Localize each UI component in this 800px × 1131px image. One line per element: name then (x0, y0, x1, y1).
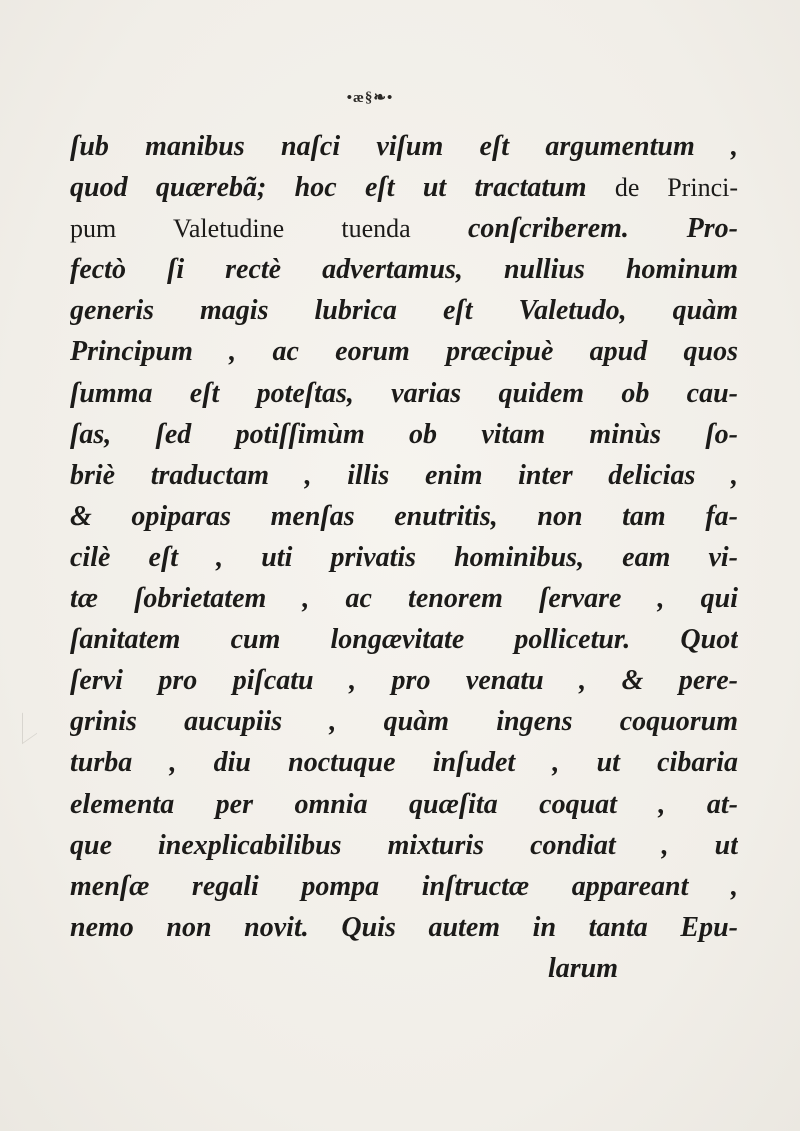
text-segment: pum Valetudine tuenda (70, 214, 468, 244)
text-line (70, 825, 738, 866)
text-segment: Principum , ac eorum præcipuè apud quos (70, 336, 738, 368)
header-ornament: •ӕ§❧• (346, 90, 394, 106)
text-line (70, 167, 738, 208)
text-segment: conſcriberem. Pro- (467, 213, 738, 245)
text-line (70, 742, 738, 783)
text-line (70, 455, 738, 496)
text-line (70, 290, 738, 331)
text-segment: & opiparas menſas enutritis, non tam fa- (70, 500, 738, 532)
text-segment: ſub manibus naſci viſum eſt argumentum , (70, 131, 738, 162)
text-line (70, 866, 738, 907)
text-segment: cilè eſt , uti privatis hominibus, eam vi- (70, 541, 738, 573)
text-segment: ſas, ſed potiſſimùm ob vitam minùs ſo- (70, 418, 738, 450)
text-segment: que inexplicabilibus mixturis condiat , ut (70, 829, 738, 861)
text-line (70, 784, 738, 825)
text-line (70, 249, 738, 290)
text-line (70, 331, 738, 372)
text-segment: fectò ſi rectè advertamus, nullius hominum (70, 254, 738, 286)
text-line (70, 373, 738, 414)
text-segment: quod quærebã; hoc eſt ut tractatum (70, 172, 615, 204)
text-line (70, 208, 738, 249)
text-line (70, 414, 738, 455)
text-segment: de Princi- (614, 173, 738, 203)
text-line (70, 619, 738, 660)
text-line (70, 701, 738, 742)
margin-mark (22, 703, 37, 745)
text-segment: menſæ regali pompa inſtructæ appareant , (70, 870, 738, 902)
body-text (70, 126, 738, 989)
text-segment: nemo non novit. Quis autem in tanta Epu- (70, 911, 738, 943)
text-segment: elementa per omnia quæſita coquat , at- (70, 788, 738, 820)
text-line (70, 907, 738, 948)
text-segment: ſanitatem cum longævitate pollicetur. Quot (70, 624, 738, 656)
text-line (70, 660, 738, 701)
text-segment: grinis aucupiis , quàm ingens coquorum (70, 706, 738, 738)
text-segment: turba , diu noctuque inſudet , ut cibaria (70, 747, 738, 779)
text-segment: briè traductam , illis enim inter delicias , (70, 459, 738, 491)
text-line (70, 496, 738, 537)
text-line (70, 537, 738, 578)
text-segment: generis magis lubrica eſt Valetudo, quàm (70, 295, 738, 327)
text-segment: tæ ſobrietatem , ac tenorem ſervare , qui (70, 583, 738, 615)
text-segment: ſervi pro piſcatu , pro venatu , & pere- (70, 665, 738, 697)
text-segment: ſumma eſt poteſtas, varias quidem ob cau- (70, 377, 738, 409)
catchword: larum (547, 952, 618, 984)
text-line (70, 578, 738, 619)
text-line (70, 126, 738, 167)
